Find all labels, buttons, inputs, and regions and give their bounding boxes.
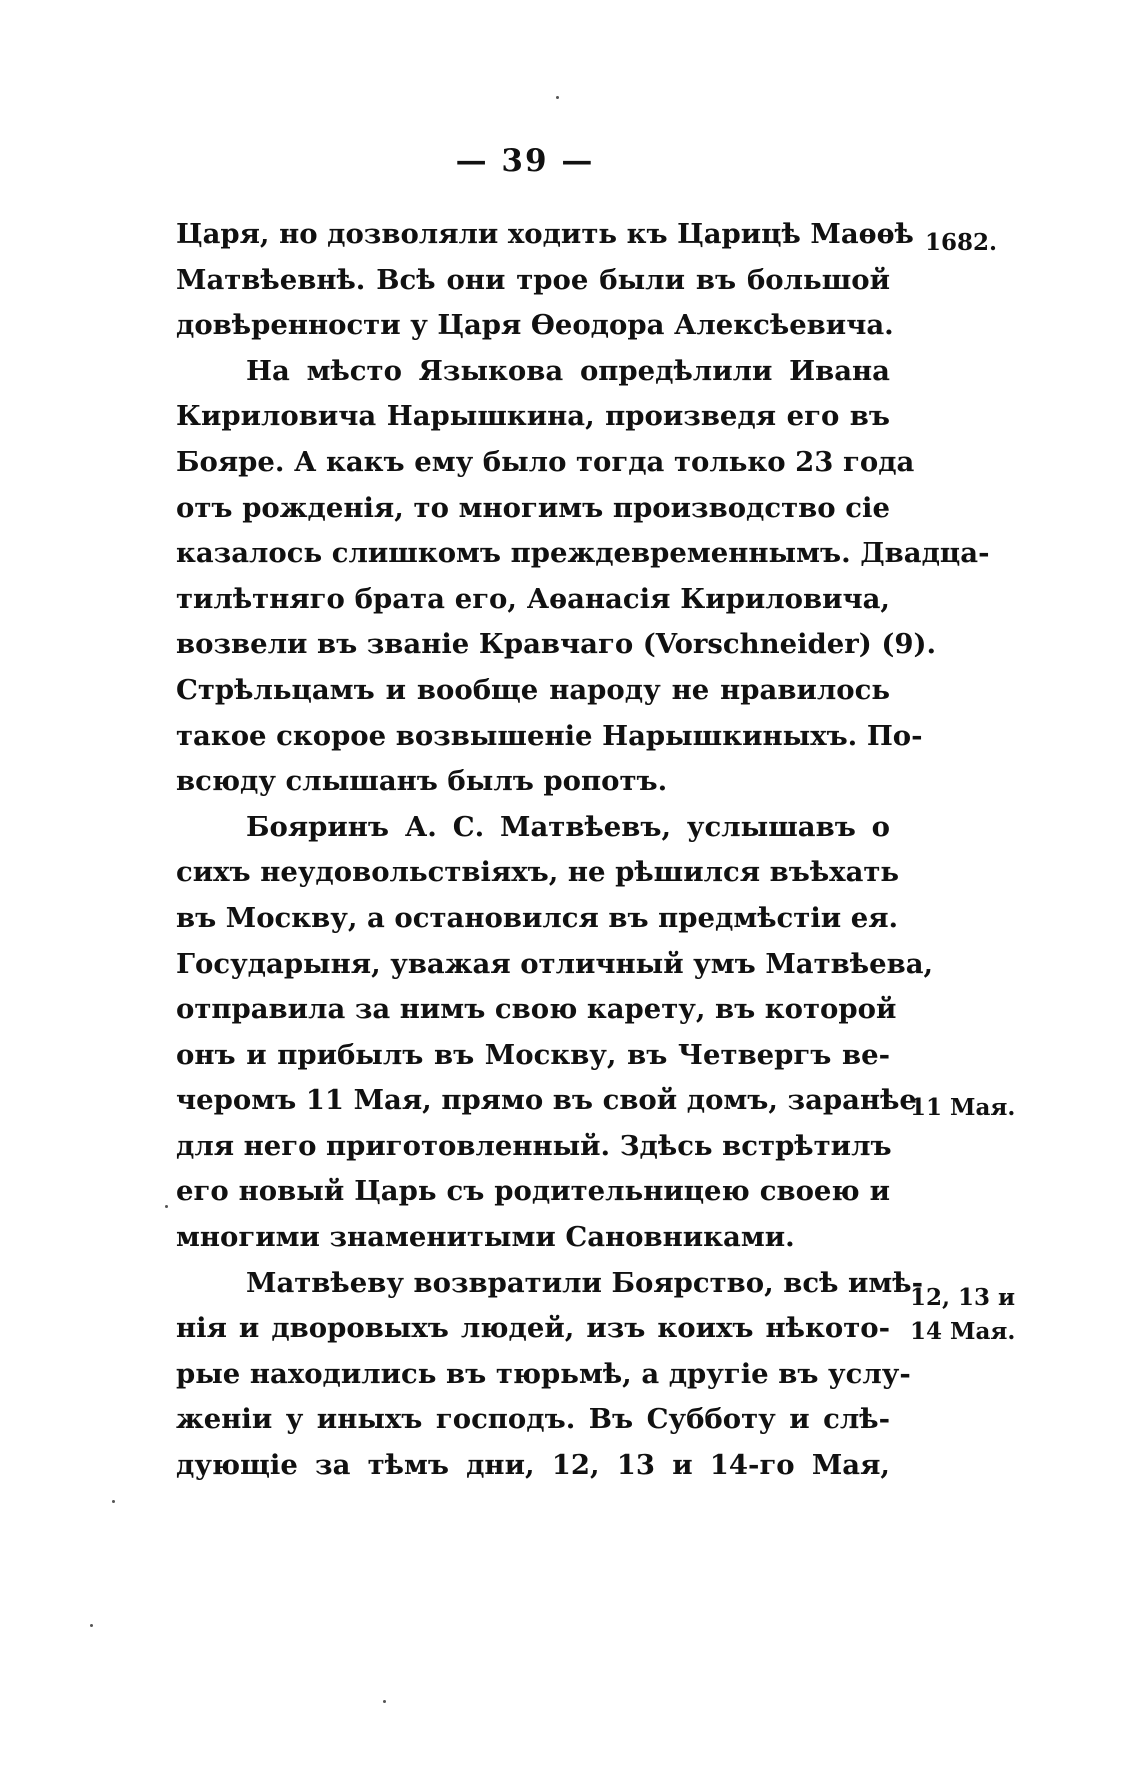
- text-line: отправила за нимъ свою карету, въ которой: [176, 993, 897, 1026]
- text-line: довѣренности у Царя Ѳеодора Алексѣевича.: [176, 309, 894, 342]
- text-line: такое скорое возвышеніе Нарышкиныхъ. По-: [176, 719, 923, 752]
- margin-note-date: 11 Мая.: [910, 1094, 1016, 1121]
- text-line: женіи у иныхъ господъ. Въ Субботу и слѣ-: [176, 1403, 890, 1436]
- text-line: Кириловича Нарышкина, произведя его въ: [176, 400, 890, 433]
- text-line: дующіе за тѣмъ дни, 12, 13 и 14-го Мая,: [176, 1449, 890, 1482]
- text-line: Матвѣевнѣ. Всѣ они трое были въ большой: [176, 263, 890, 296]
- text-line: Царя, но дозволяли ходить къ Царицѣ Маѳѳѣ: [176, 218, 914, 250]
- text-line: для него приготовленный. Здѣсь встрѣтилъ: [176, 1129, 892, 1162]
- text-line: сихъ неудовольствіяхъ, не рѣшился въѣхать: [176, 856, 900, 889]
- text-line: возвели въ званіе Кравчаго (Vorschneider) (9).: [176, 628, 937, 661]
- scan-speck: [112, 1500, 115, 1503]
- text-line: онъ и прибылъ въ Москву, въ Четвергъ ве-: [176, 1038, 890, 1071]
- scan-speck: [383, 1700, 386, 1703]
- text-line: отъ рожденія, то многимъ производство сіе: [176, 491, 890, 524]
- text-line: Стрѣльцамъ и вообще народу не нравилось: [176, 673, 890, 706]
- page-number: — 39 —: [455, 143, 595, 179]
- scan-speck: [556, 96, 559, 99]
- text-line: На мѣсто Языкова опредѣлили Ивана: [246, 354, 890, 387]
- text-line: тилѣтняго брата его, Аѳанасія Кириловича,: [176, 582, 890, 615]
- margin-note-year: 1682.: [925, 229, 998, 256]
- scan-speck: [90, 1624, 93, 1627]
- text-line: всюду слышанъ былъ ропотъ.: [176, 765, 668, 798]
- margin-note-date: 14 Мая.: [910, 1318, 1016, 1345]
- text-line: нія и дворовыхъ людей, изъ коихъ нѣкото-: [176, 1312, 890, 1345]
- text-line: Матвѣеву возвратили Боярство, всѣ имѣ-: [246, 1266, 924, 1299]
- text-line: рые находились въ тюрьмѣ, а другіе въ услу-: [176, 1357, 911, 1390]
- text-line: его новый Царь съ родительницею своею и: [176, 1175, 890, 1208]
- scan-speck: [165, 1205, 168, 1208]
- text-line: казалось слишкомъ преждевременнымъ. Двадца-: [176, 537, 990, 570]
- text-line: Государыня, уважая отличный умъ Матвѣева,: [176, 947, 934, 980]
- text-line: въ Москву, а остановился въ предмѣстіи ея.: [176, 901, 899, 934]
- margin-note-date: 12, 13 и: [910, 1284, 1016, 1311]
- text-line: черомъ 11 Мая, прямо въ свой домъ, заранѣе: [176, 1084, 917, 1117]
- text-line: Бояре. А какъ ему было тогда только 23 года: [176, 445, 915, 478]
- text-line: многими знаменитыми Сановниками.: [176, 1221, 795, 1254]
- text-line: Бояринъ А. С. Матвѣевъ, услышавъ о: [246, 810, 890, 843]
